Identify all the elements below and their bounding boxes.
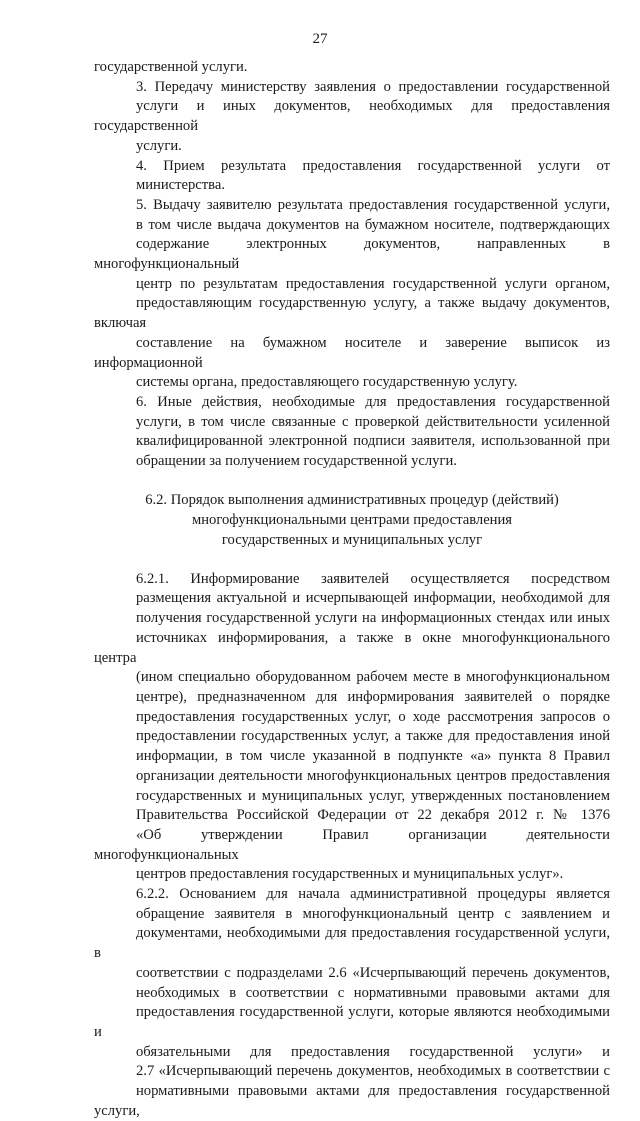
section-heading-line: многофункциональными центрами предоставления <box>191 511 513 528</box>
text-line: источниках информирования, а также в окне многофункционального центра <box>94 629 610 666</box>
text-line: информации, в том числе указанной в подпункте «а» пункта 8 Правил <box>136 748 610 765</box>
text-line: центров предоставления государственных и муниципальных услуг». <box>136 866 564 883</box>
text-line: содержание электронных документов, направленных в многофункциональный <box>94 236 610 273</box>
text-line: предоставлении государственных услуг, а также для предоставления иной <box>136 728 610 745</box>
text-line: обращение заявителя в многофункциональный центр с заявлением и <box>136 905 610 922</box>
text-line: 4. Прием результата предоставления государственной услуги от <box>136 157 610 174</box>
paragraph-p5 <box>94 196 610 393</box>
text-line: нормативными правовыми актами для предоставления государственной услуги, <box>94 1083 610 1119</box>
text-line: предоставляющим государственную услугу, а также выдачу документов, включая <box>94 295 610 332</box>
text-line: государственных и муниципальных услуг, утвержденных постановлением <box>136 787 610 804</box>
text-line: составление на бумажном носителе и заверение выписок из информационной <box>94 334 610 371</box>
text-line: 2.7 «Исчерпывающий перечень документов, необходимых в соответствии с <box>136 1063 610 1080</box>
section-heading <box>94 490 610 550</box>
paragraphs-bottom <box>94 570 610 1121</box>
text-line: центр по результатам предоставления государственной услуги органом, <box>136 275 610 292</box>
text-line: государственной услуги. <box>94 59 248 75</box>
text-line: организации деятельности многофункциональных центров предоставления <box>136 767 610 784</box>
paragraph-p3 <box>94 78 610 157</box>
text-line: необходимых в соответствии с нормативными правовыми актами для <box>136 984 610 1001</box>
text-line: 6.2.1. Информирование заявителей осуществляется посредством <box>136 570 610 587</box>
text-line: 6. Иные действия, необходимые для предоставления государственной <box>136 393 610 410</box>
text-line: предоставления государственной услуги, которые являются необходимыми и <box>94 1004 610 1040</box>
text-line: обращении за получением государственной услуги. <box>136 453 457 470</box>
paragraphs-top <box>94 58 610 472</box>
text-line: министерства. <box>136 177 225 194</box>
paragraph-p4 <box>94 157 610 196</box>
text-line: (ином специально оборудованном рабочем месте в многофункциональном <box>136 669 610 686</box>
text-line: квалифицированной электронной подписи заявителя, использованной при <box>136 433 610 450</box>
text-line: 6.2.2. Основанием для начала административной процедуры является <box>136 886 610 903</box>
section-heading-line: 6.2. Порядок выполнения административных процедур (действий) <box>145 491 559 508</box>
text-line: системы органа, предоставляющего государственную услугу. <box>136 374 518 391</box>
text-line: обязательными для предоставления государственной услуги» и <box>136 1043 610 1060</box>
text-line: в том числе выдача документов на бумажном носителе, подтверждающих <box>136 216 610 233</box>
page-number: 27 <box>312 31 328 47</box>
paragraph-p621 <box>94 570 610 885</box>
text-line: 5. Выдачу заявителю результата предоставления государственной услуги, <box>136 196 610 213</box>
text-line: предоставления государственных услуг, о ходе рассмотрения запросов о <box>136 708 610 725</box>
text-line: центре), предназначенном для информирования заявителей о порядке <box>136 688 610 705</box>
text-line: размещения актуальной и исчерпывающей информации, необходимой для <box>136 590 610 607</box>
text-line: Правительства Российской Федерации от 22 декабря 2012 г. № 1376 <box>136 807 610 824</box>
text-line: услуги и иных документов, необходимых для предоставления государственной <box>94 98 610 135</box>
paragraph-p6 <box>94 393 610 472</box>
text-line: услуги, в том числе связанные с проверкой действительности усиленной <box>136 413 610 430</box>
text-line: 3. Передачу министерству заявления о предоставлении государственной <box>136 78 610 95</box>
text-line: соответствии с подразделами 2.6 «Исчерпывающий перечень документов, <box>136 964 610 981</box>
paragraph-p0 <box>94 58 610 78</box>
text-line: «Об утверждении Правил организации деятельности многофункциональных <box>94 826 610 863</box>
text-line: документами, необходимыми для предоставления государственной услуги, в <box>94 925 610 962</box>
section-heading-line: государственных и муниципальных услуг <box>221 531 483 548</box>
document-body <box>94 58 610 1121</box>
paragraph-p622 <box>94 885 610 1121</box>
text-line: услуги. <box>136 137 182 154</box>
text-line: получения государственной услуги на информационных стендах или иных <box>136 610 610 627</box>
